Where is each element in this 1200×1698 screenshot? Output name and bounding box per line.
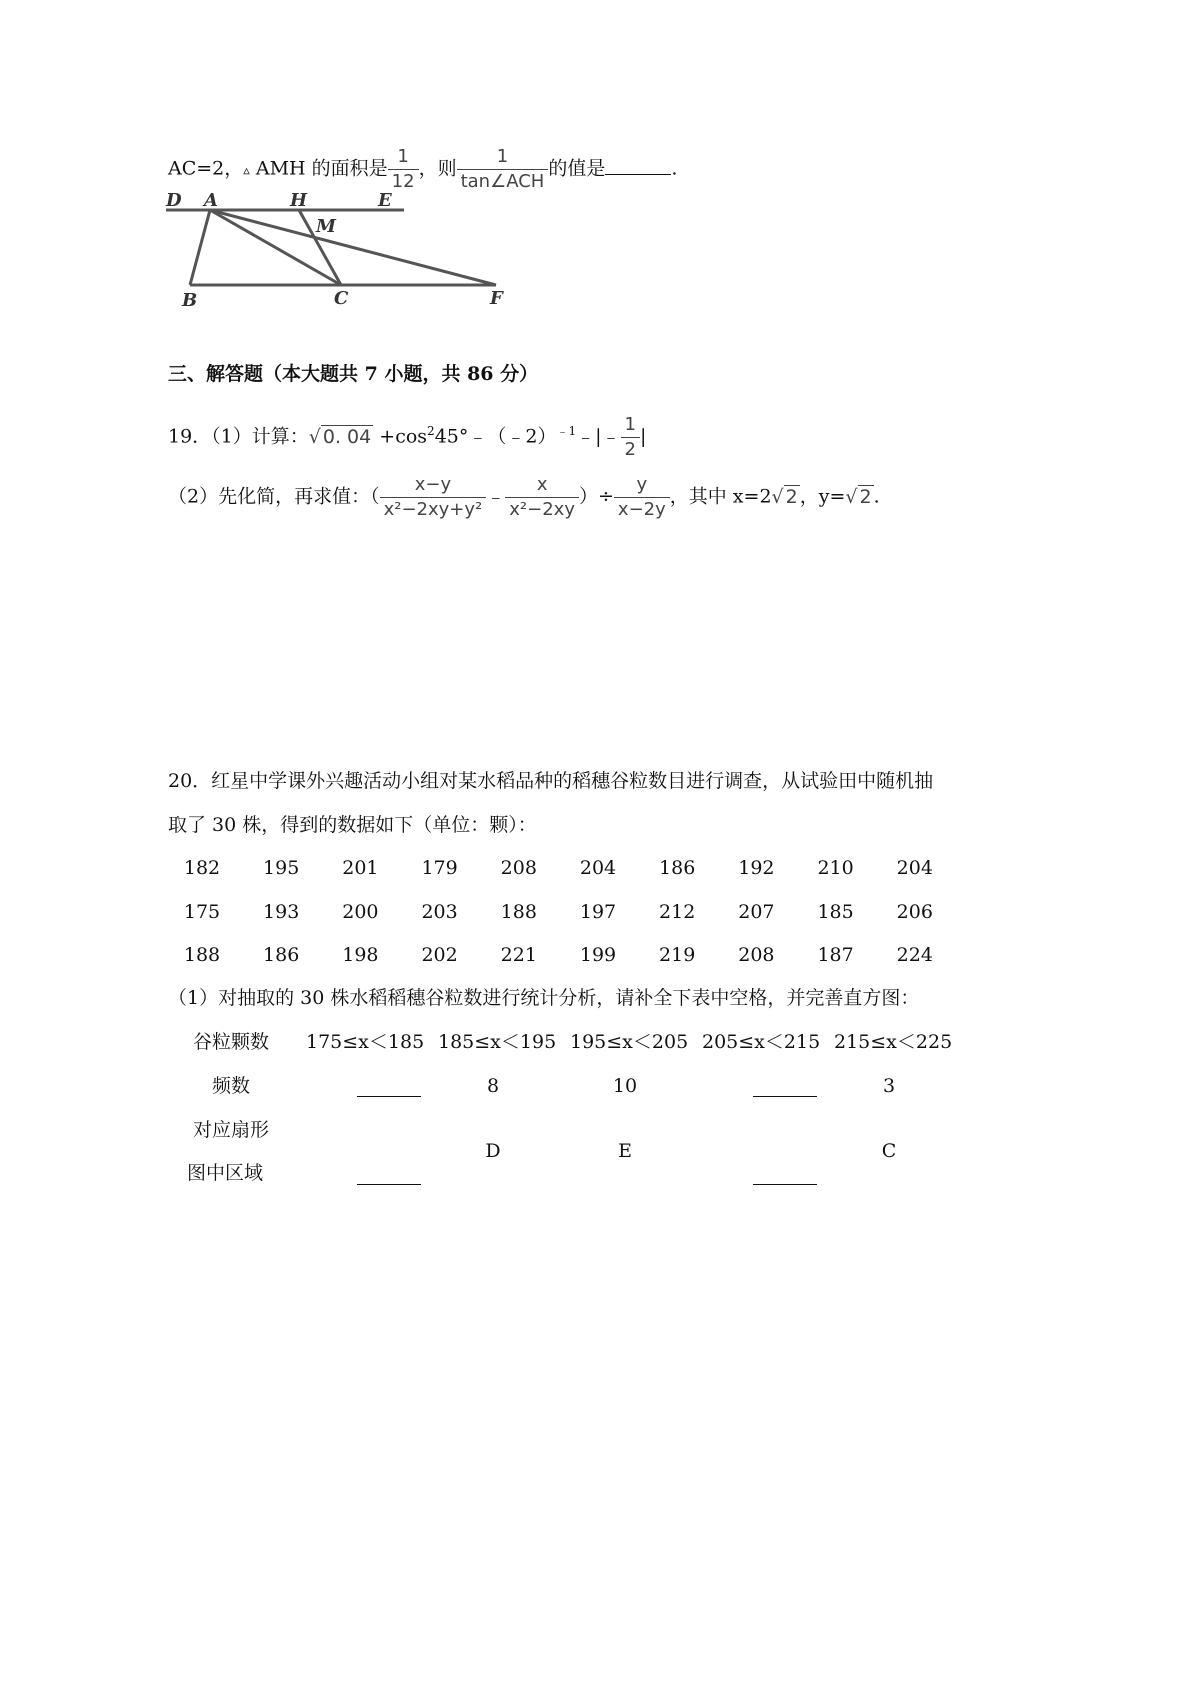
abs-pre: ﹣|﹣ — [576, 425, 621, 448]
q18-prefix: AC=2， — [168, 157, 244, 180]
label-f: F — [490, 288, 503, 309]
label-m: M — [316, 216, 336, 237]
data-cell: 203 — [421, 900, 458, 923]
q18-line — [168, 146, 677, 193]
freq-value-5: 3 — [882, 1075, 896, 1097]
data-cell: 199 — [579, 944, 617, 966]
data-cell: 202 — [421, 944, 458, 966]
data-cell: 187 — [817, 944, 854, 966]
close-divide: ）÷ — [579, 485, 614, 508]
region-blank-1 — [357, 1183, 421, 1185]
region-blank-4 — [753, 1183, 817, 1185]
data-cell: 195 — [263, 857, 300, 879]
data-cell: 188 — [183, 944, 221, 966]
fraction-tan-ach: $\frac{1}{\text{tan∠ACH}}$ — [457, 146, 549, 193]
triangle-symbol: ▵ — [243, 163, 250, 179]
label-e: E — [378, 190, 392, 211]
cos-rest: 45°﹣（﹣2） — [434, 425, 557, 448]
fraction-2: $\frac{x}{\text{x²−2xy}}$ — [505, 474, 579, 521]
q19-part1-label: 19．（1）计算： — [168, 425, 309, 448]
data-cell: 185 — [817, 900, 854, 923]
label-d: D — [166, 190, 182, 211]
data-cell: 206 — [896, 900, 933, 923]
segment-af — [210, 210, 496, 285]
table-range-2: 185≤x＜195 — [438, 1031, 557, 1053]
data-cell: 188 — [500, 900, 537, 923]
data-cell: 210 — [817, 857, 854, 879]
segment-ab — [190, 210, 210, 285]
q18-suffix: 的值是 — [548, 157, 606, 180]
data-cell: 208 — [738, 944, 775, 966]
section-title: 三、解答题（本大题共 7 小题，共 86 分） — [168, 363, 539, 385]
freq-blank-4 — [753, 1095, 817, 1097]
data-cell: 193 — [263, 900, 300, 923]
q18-mid: AMH 的面积是 — [255, 157, 388, 180]
q20-part1: （1）对抽取的 30 株水稻稻穗谷粒数进行统计分析，请补全下表中空格，并完善直方图： — [168, 987, 920, 1009]
table-region-label-1: 对应扇形 — [192, 1119, 269, 1141]
where-x: ，其中 x=2 — [669, 485, 772, 508]
q19-part2 — [168, 474, 880, 521]
data-cell: 208 — [500, 857, 537, 879]
fraction-1: $\frac{x-y}{\text{x²−2xy+y²}}$ — [380, 474, 487, 521]
region-value-3: E — [618, 1140, 632, 1162]
data-cell: 204 — [579, 857, 617, 879]
where-y: ，y= — [799, 485, 846, 508]
q20-line2: 取了 30 株，得到的数据如下（单位：颗）： — [168, 814, 537, 836]
region-value-2: D — [485, 1140, 501, 1162]
data-cell: 182 — [183, 857, 221, 879]
data-cell: 200 — [342, 900, 379, 923]
table-header-label: 谷粒颗数 — [192, 1031, 269, 1053]
cos-term: +cos — [379, 425, 428, 448]
q19-part2-label: （2）先化简，再求值：（ — [168, 485, 380, 508]
q19-period: . — [873, 485, 880, 508]
abs-post: | — [639, 425, 647, 448]
freq-value-2: 8 — [486, 1075, 500, 1097]
answer-blank — [605, 156, 671, 175]
fraction-half: $\frac{1}{2}$ — [621, 414, 640, 461]
table-range-3: 195≤x＜205 — [570, 1031, 689, 1053]
data-cell: 204 — [896, 857, 933, 879]
q20-line1: 20．红星中学课外兴趣活动小组对某水稻品种的稻穗谷粒数目进行调查，从试验田中随机抽 — [168, 770, 934, 792]
data-cell: 197 — [579, 900, 617, 923]
data-cell: 186 — [263, 944, 300, 966]
q18-end: . — [671, 157, 678, 180]
neg-exponent: ﹣1 — [556, 424, 577, 439]
sqrt-expression: √ 0. 04 — [308, 425, 372, 448]
label-a: A — [204, 190, 218, 211]
table-freq-label: 频数 — [211, 1075, 250, 1097]
data-cell: 201 — [342, 857, 379, 879]
data-cell: 219 — [659, 944, 696, 966]
cos-exponent: 2 — [427, 424, 435, 439]
data-cell: 186 — [659, 857, 696, 879]
data-cell: 207 — [738, 900, 775, 923]
table-range-5: 215≤x＜225 — [834, 1031, 953, 1053]
table-region-label-2: 图中区域 — [186, 1162, 263, 1184]
data-cell: 212 — [659, 900, 696, 923]
data-cell: 192 — [738, 857, 775, 879]
q19-part1 — [168, 414, 646, 461]
data-cell: 179 — [421, 857, 458, 879]
freq-value-3: 10 — [612, 1075, 638, 1097]
geometry-figure — [160, 188, 520, 313]
label-c: C — [334, 288, 349, 309]
data-cell: 224 — [896, 944, 933, 966]
data-cell: 175 — [183, 900, 221, 923]
minus-sign: ﹣ — [486, 485, 506, 508]
freq-blank-1 — [357, 1095, 421, 1097]
q18-then: ，则 — [418, 157, 457, 180]
fraction-one-twelfth: $\frac{1}{12}$ — [388, 146, 419, 193]
sqrt-x: √ 2 — [771, 485, 798, 508]
table-range-4: 205≤x＜215 — [702, 1031, 821, 1053]
data-cell: 221 — [500, 944, 537, 966]
region-value-5: C — [881, 1140, 897, 1162]
fraction-3: $\frac{y}{x-2y}$ — [614, 474, 670, 521]
label-b: B — [182, 290, 198, 311]
sqrt-y: √ 2 — [845, 485, 872, 508]
data-cell: 198 — [342, 944, 379, 966]
table-range-1: 175≤x＜185 — [306, 1031, 425, 1053]
label-h: H — [290, 190, 308, 211]
